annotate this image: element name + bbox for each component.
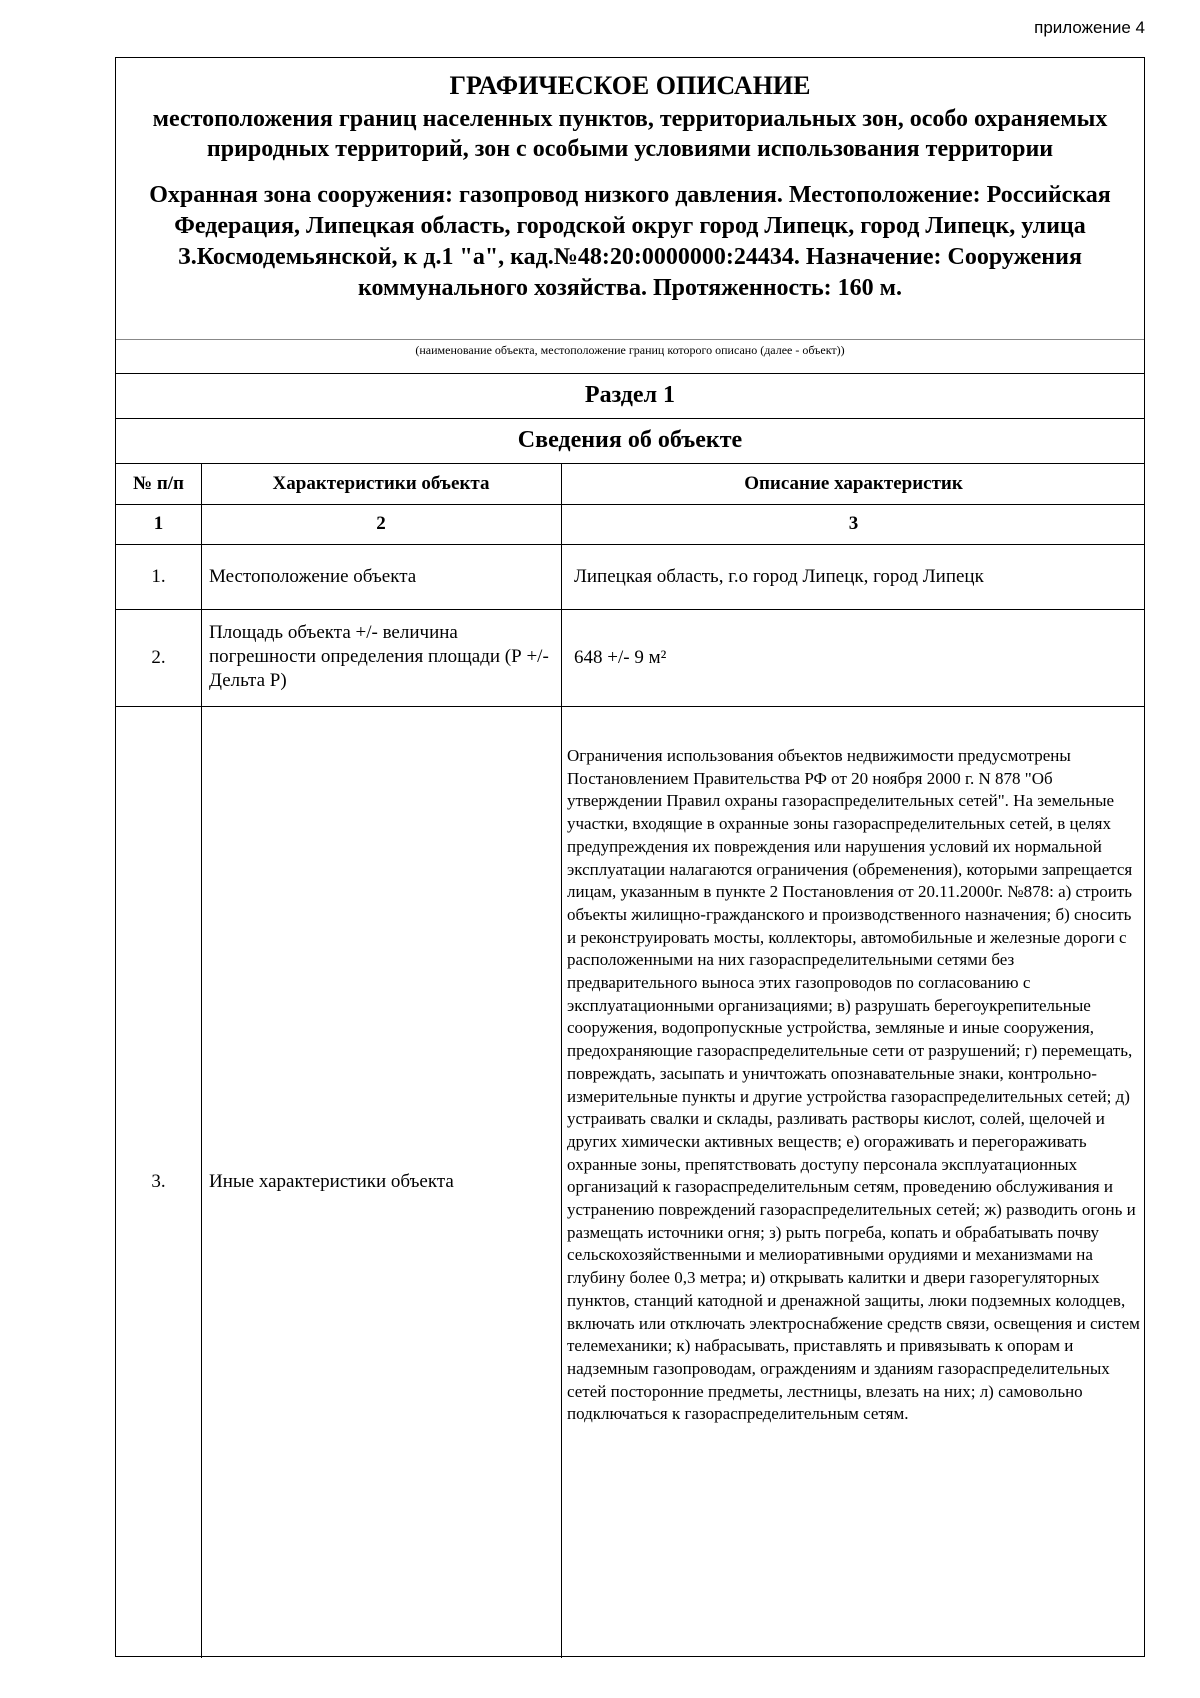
section-title: Раздел 1 [584, 382, 676, 408]
document-title: ГРАФИЧЕСКОЕ ОПИСАНИЕ [449, 71, 811, 100]
column-number: 2 [376, 513, 386, 534]
row-number: 2. [151, 647, 166, 668]
document-frame [115, 57, 1145, 1657]
row-description: Ограничения использования объектов недвижимости предусмотрены Постановлением Правительства РФ от 20 ноября 2000 г. N 878 "Об утверждении Правил охраны газораспределительных сетей". На земельные участки, входящие в охранные зоны газораспределительных сетей, в целях предупреждения их повреждения или нарушения условий их нормальной эксплуатации налагаются ограничения (обременения), которыми запрещается лицам, указанным в пункте 2 Постановления от 20.11.2000г. №878: а) строить объекты жилищно-гражданского и производственного назначения; б) сносить и реконструировать мосты, коллекторы, автомобильные и железные дороги с расположенными на них газораспределительными сетями без предварительного выноса этих газопроводов по согласованию с эксплуатационными организациями; в) разрушать берегоукрепительные сооружения, водопропускные устройства, земляные и иные сооружения, предохраняющие газораспределительные сети от разрушений; г) перемещать, повреждать, засыпать и уничтожать опознавательные знаки, контрольно-измерительные пункты и другие устройства газораспределительных сетей; д) устраивать свалки и склады, разливать растворы кислот, солей, щелочей и других химически активных веществ; е) огораживать и перегораживать охранные зоны, препятствовать доступу персонала эксплуатационных организаций к газораспределительным сетям, проведению обслуживания и устранению повреждений газораспределительных сетей; ж) разводить огонь и размещать источники огня; з) рыть погреба, копать и обрабатывать почву сельскохозяйственными и мелиоративными орудиями и механизмами на глубину более 0,3 метра; и) открывать калитки и двери газорегуляторных пунктов, станций катодной и дренажной защиты, люки подземных колодцев, включать или отключать электроснабжение средств связи, освещения и систем телемеханики; к) набрасывать, приставлять и привязывать к опорам и надземным газопроводам, ограждениям и зданиям газораспределительных сетей посторонние предметы, лестницы, влезать на них; л) самовольно подключаться к газораспределительным сетям. [567, 746, 1140, 1424]
document-header [116, 58, 1144, 374]
table-header-description: Описание характеристик [744, 473, 963, 494]
document-subtitle: местоположения границ населенных пунктов, территориальных зон, особо охраняемых природных территорий, зон с особыми условиями использования территории [152, 106, 1108, 162]
column-number: 3 [848, 513, 859, 534]
row-characteristic: Местоположение объекта [209, 566, 417, 587]
section-subtitle: Сведения об объекте [517, 427, 743, 453]
row-number: 3. [151, 1171, 166, 1192]
row-description: Липецкая область, г.о город Липецк, город Липецк [574, 566, 984, 587]
row-number: 1. [151, 566, 166, 587]
object-name: Охранная зона сооружения: газопровод низкого давления. Местоположение: Российская Федерация, Липецкая область, городской округ город Липецк, город Липецк, улица З.Космодемьянской, к д.1 "а", кад.№48:20:0000000:24434. Назначение: Сооружения коммунального хозяйства. Протяженность: 160 м. [149, 182, 1111, 301]
row-characteristic: Иные характеристики объекта [209, 1171, 454, 1192]
row-characteristic: Площадь объекта +/- величина погрешности определения площади (Р +/- Дельта Р) [209, 622, 549, 691]
appendix-label: приложение 4 [1034, 18, 1145, 37]
table-header-characteristic: Характеристики объекта [272, 473, 490, 494]
column-number: 1 [153, 513, 164, 534]
table-header-num: № п/п [132, 473, 185, 494]
row-description: 648 +/- 9 м² [574, 647, 667, 668]
object-name-underline [116, 339, 1144, 340]
object-caption: (наименование объекта, местоположение границ которого описано (далее - объект)) [415, 343, 845, 357]
